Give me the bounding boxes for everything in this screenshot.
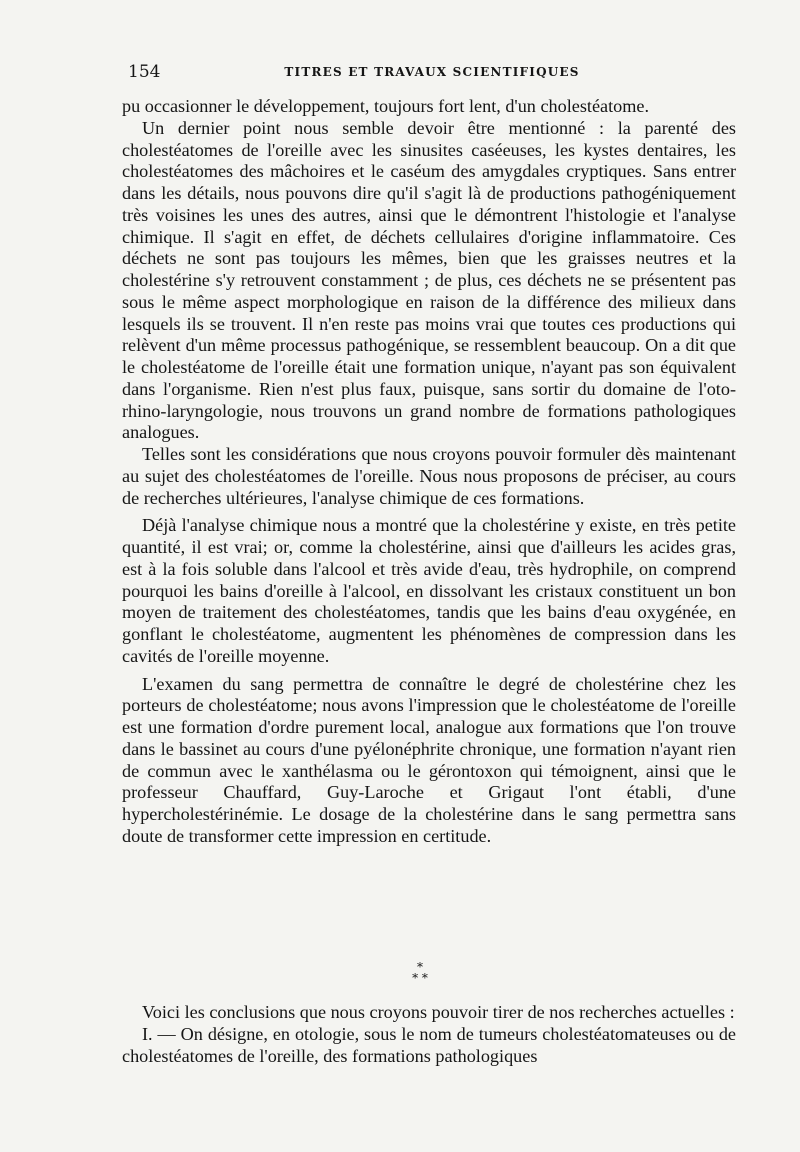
paragraph-examen-sang: L'examen du sang permettra de connaître le degré de cholestérine chez les porteurs de cholestéatome; nous avons l'impression que le cholestéatome de l'oreille est une formation d'ordre purement local, analogue aux formations que l'on trouve dans le bassinet au cours d'une pyélonéphrite chronique, une formation n'ayant rien de commun avec le xanthélasma ou le gérontoxon qui témoignent, ainsi que le professeur Chauffard, Guy-Laroche et Grigaut l'ont établi, d'une hypercholestérinémie. Le dosage de la cholestérine dans le sang permettra sans doute de transformer cette impression en certitude. [122, 673, 736, 846]
conclusions [122, 1002, 736, 1067]
paragraph-considerations: Telles sont les considérations que nous croyons pouvoir formuler dès maintenant au sujet des cholestéatomes de l'oreille. Nous nous proposons de préciser, au cours de recherches ultérieures, l'analyse chimique de ces formations. [122, 444, 736, 508]
section-break-asterism: * * * [412, 960, 428, 985]
paragraph-analyse-chimique: Déjà l'analyse chimique nous a montré que la cholestérine y existe, en très petite quantité, il est vrai; or, comme la cholestérine, ainsi que d'ailleurs les acides gras, est à la fois soluble dans l'alcool et très avide d'eau, très hydrophile, on comprend pourquoi les bains d'oreille à l'alcool, en dissolvant les cristaux constituent un bon moyen de traitement des cholestéatomes, tandis que les bains d'eau oxygénée, en gonflant le cholestéatome, augmentent les phénomènes de compression dans les cavités de l'oreille moyenne. [122, 515, 736, 666]
body-text [122, 96, 736, 848]
page-header [128, 62, 736, 86]
conclusion-intro: Voici les conclusions que nous croyons pouvoir tirer de nos recherches actuelles : [142, 1002, 735, 1022]
conclusion-item-1: I. — On désigne, en otologie, sous le nom de tumeurs cholestéatomateuses ou de cholestéatomes de l'oreille, des formations pathologiques [122, 1023, 736, 1066]
running-head: TITRES ET TRAVAUX SCIENTIFIQUES [284, 65, 580, 79]
paragraph-parente: Un dernier point nous semble devoir être mentionné : la parenté des cholestéatomes de l'oreille avec les sinusites caséeuses, les kystes dentaires, les cholestéatomes des mâchoires et le caséum des amygdales cryptiques. Sans entrer dans les détails, nous pouvons dire qu'il s'agit là de productions pathogéniquement très voisines les unes des autres, ainsi que le démontrent l'histologie et l'analyse chimique. Il s'agit en effet, de déchets cellulaires d'origine inflammatoire. Ces déchets ne sont pas toujours les mêmes, bien que les graisses neutres et la cholestérine s'y retrouvent constamment ; de plus, ces déchets ne se présentent pas sous le même aspect morphologique en raison de la différence des milieux dans lesquels ils se trouvent. Il n'en reste pas moins vrai que toutes ces productions qui relèvent d'un même processus pathogénique, se ressemblent beaucoup. On a dit que le cholestéatome de l'oreille était une formation unique, n'ayant pas son équivalent dans l'organisme. Rien n'est plus faux, puisque, sans sortir du domaine de l'oto-rhino-laryngologie, nous trouvons un grand nombre de formations pathologiques analogues. [122, 117, 736, 443]
paragraph-continuation: pu occasionner le développement, toujours fort lent, d'un cholestéatome. [122, 96, 650, 116]
page-number: 154 [128, 62, 161, 82]
